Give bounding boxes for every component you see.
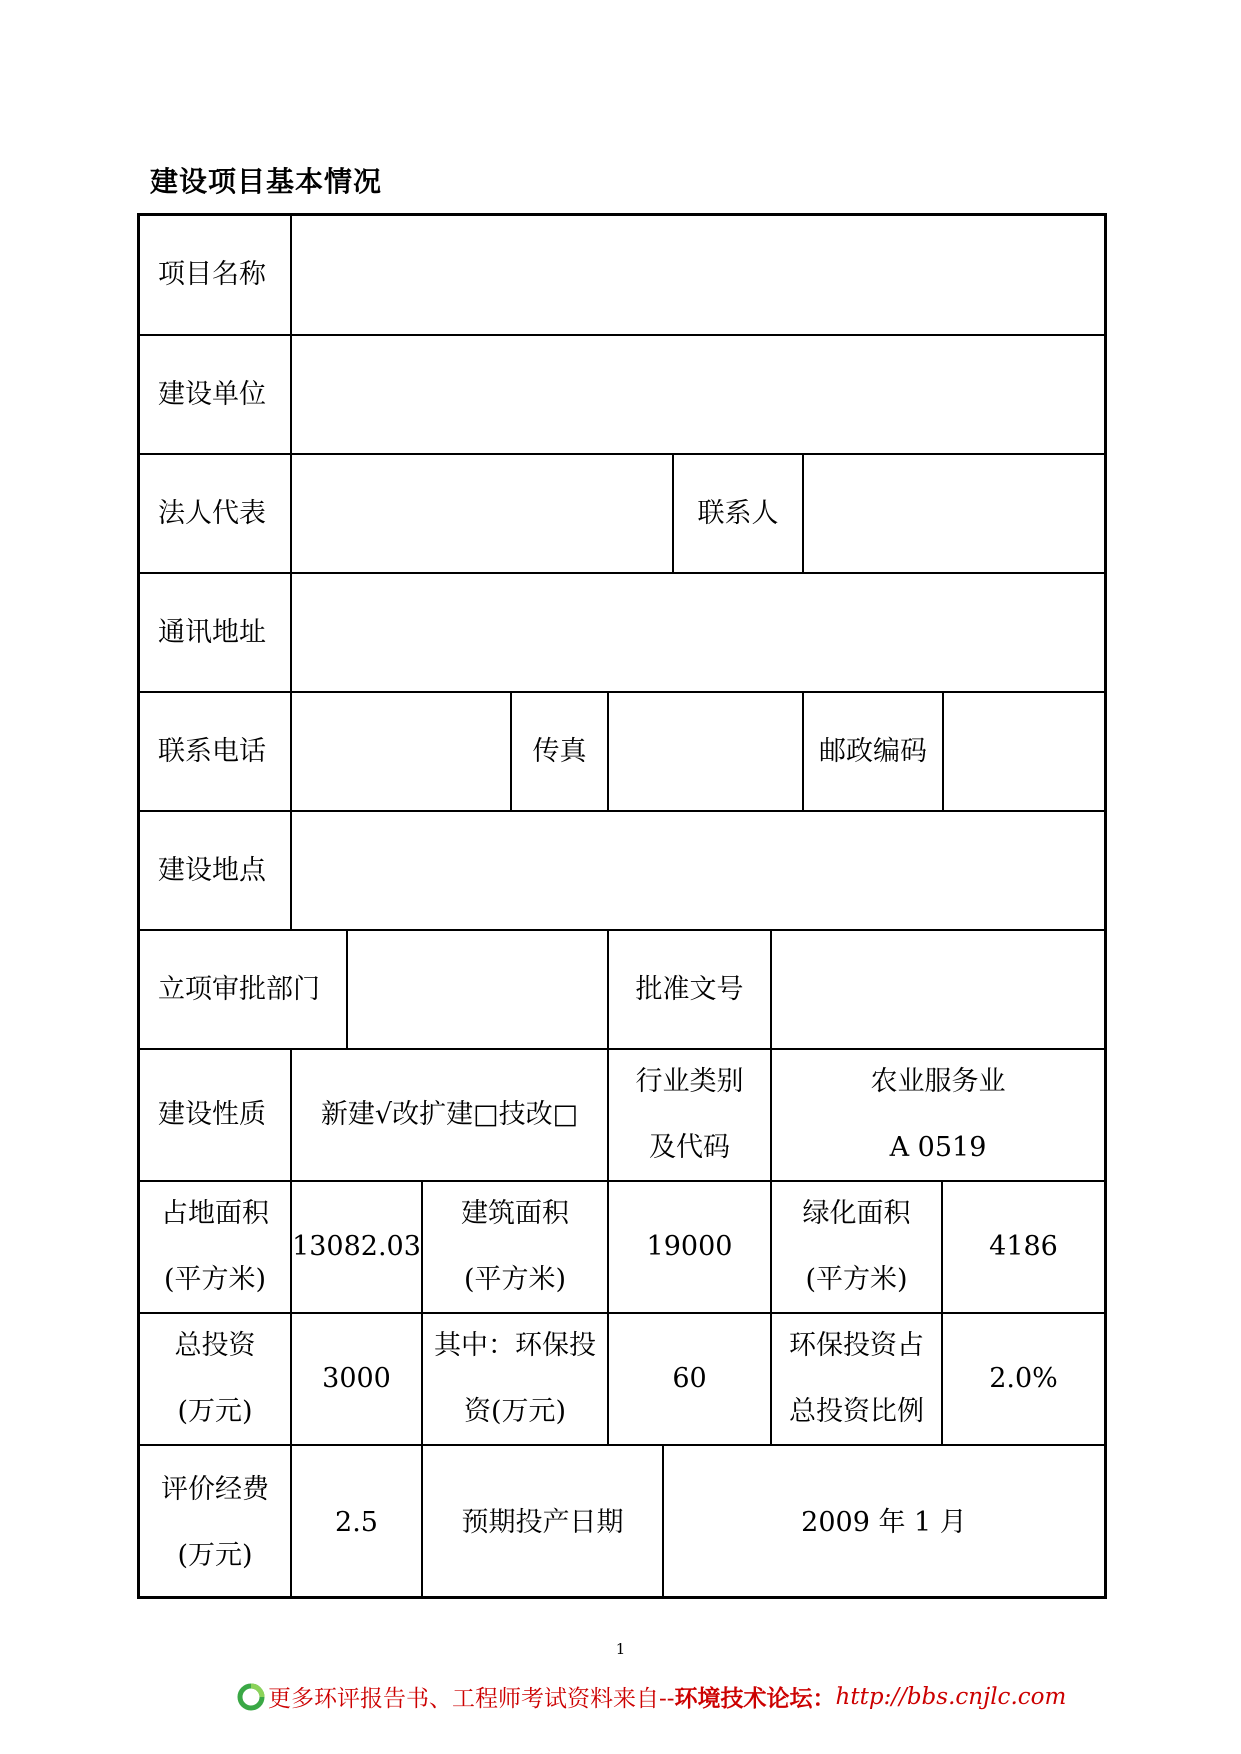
building-area-label-line2: (平方米) [463, 1264, 567, 1295]
industry-label-line1: 行业类别 [635, 1066, 744, 1097]
approval-no-field[interactable] [772, 931, 1104, 1048]
industry-label [609, 1050, 770, 1180]
env-ratio-label [772, 1314, 941, 1444]
total-investment-value: 3000 [322, 1363, 391, 1394]
footer-text: 更多环评报告书、工程师考试资料来自-- [268, 1686, 675, 1712]
land-area-label-line2: (平方米) [163, 1264, 267, 1295]
eval-fee-value: 2.5 [335, 1506, 378, 1538]
production-date-value: 2009 年 1 月 [801, 1506, 967, 1538]
building-area-label [423, 1182, 607, 1312]
project-name-field[interactable] [292, 216, 1104, 334]
contact-person-label: 联系人 [697, 497, 779, 529]
industry-value-line1: 农业服务业 [870, 1066, 1006, 1097]
nature-value: 新建√改扩建□技改□ [320, 1099, 579, 1130]
address-label: 通讯地址 [158, 616, 266, 648]
green-area-value: 4186 [989, 1231, 1058, 1262]
green-area-label [772, 1182, 941, 1312]
postcode-field[interactable] [944, 693, 1104, 810]
phone-label: 联系电话 [158, 735, 266, 767]
approval-dept-field[interactable] [348, 931, 607, 1048]
postcode-label: 邮政编码 [819, 735, 927, 767]
total-investment-label-line1: 总投资 [174, 1330, 256, 1361]
project-info-table [137, 213, 1107, 1599]
env-investment-label [423, 1314, 607, 1444]
env-investment-label-line2: 资(万元) [463, 1396, 567, 1427]
contact-person-field[interactable] [804, 455, 1104, 572]
footer-url-link[interactable]: http://bbs.cnjlc.com [835, 1683, 1067, 1710]
land-area-value: 13082.03 [292, 1231, 421, 1262]
building-area-label-line1: 建筑面积 [461, 1198, 569, 1229]
fax-label: 传真 [532, 735, 587, 767]
land-area-label-line1: 占地面积 [161, 1198, 269, 1229]
approval-no-label: 批准文号 [635, 973, 744, 1005]
building-area-value: 19000 [646, 1231, 733, 1262]
project-name-label: 项目名称 [158, 259, 266, 290]
total-investment-label [140, 1314, 290, 1444]
location-field[interactable] [292, 812, 1104, 929]
production-date-label: 预期投产日期 [461, 1506, 624, 1538]
eval-fee-label-line1: 评价经费 [161, 1473, 269, 1505]
fax-field[interactable] [609, 693, 802, 810]
env-investment-value: 60 [672, 1363, 707, 1394]
page-number: 1 [615, 1640, 626, 1658]
env-ratio-value: 2.0% [989, 1363, 1058, 1394]
env-investment-label-line1: 其中：环保投 [434, 1330, 596, 1361]
approval-dept-label: 立项审批部门 [158, 973, 320, 1005]
industry-code: A 0519 [889, 1132, 987, 1163]
land-area-label [140, 1182, 290, 1312]
eval-fee-label [140, 1446, 290, 1599]
green-swirl-logo-icon [236, 1682, 266, 1712]
industry-label-line2: 及代码 [649, 1132, 730, 1163]
eval-fee-label-line2: (万元) [177, 1539, 253, 1571]
phone-field[interactable] [292, 693, 510, 810]
location-label: 建设地点 [158, 854, 266, 886]
construction-unit-field[interactable] [292, 336, 1104, 453]
footer-forum: 环境技术论坛： [674, 1685, 836, 1712]
footer-ad[interactable] [236, 1680, 1066, 1713]
page-title: 建设项目基本情况 [150, 165, 383, 198]
industry-value [772, 1050, 1104, 1180]
total-investment-label-line2: (万元) [177, 1396, 253, 1427]
legal-rep-field[interactable] [292, 455, 672, 572]
env-ratio-label-line1: 环保投资占 [789, 1330, 924, 1361]
green-area-label-line1: 绿化面积 [802, 1198, 911, 1229]
green-area-label-line2: (平方米) [805, 1264, 908, 1295]
env-ratio-label-line2: 总投资比例 [789, 1396, 924, 1427]
nature-label: 建设性质 [158, 1099, 266, 1130]
address-field[interactable] [292, 574, 1104, 691]
legal-rep-label: 法人代表 [158, 497, 266, 529]
construction-unit-label: 建设单位 [158, 378, 266, 410]
